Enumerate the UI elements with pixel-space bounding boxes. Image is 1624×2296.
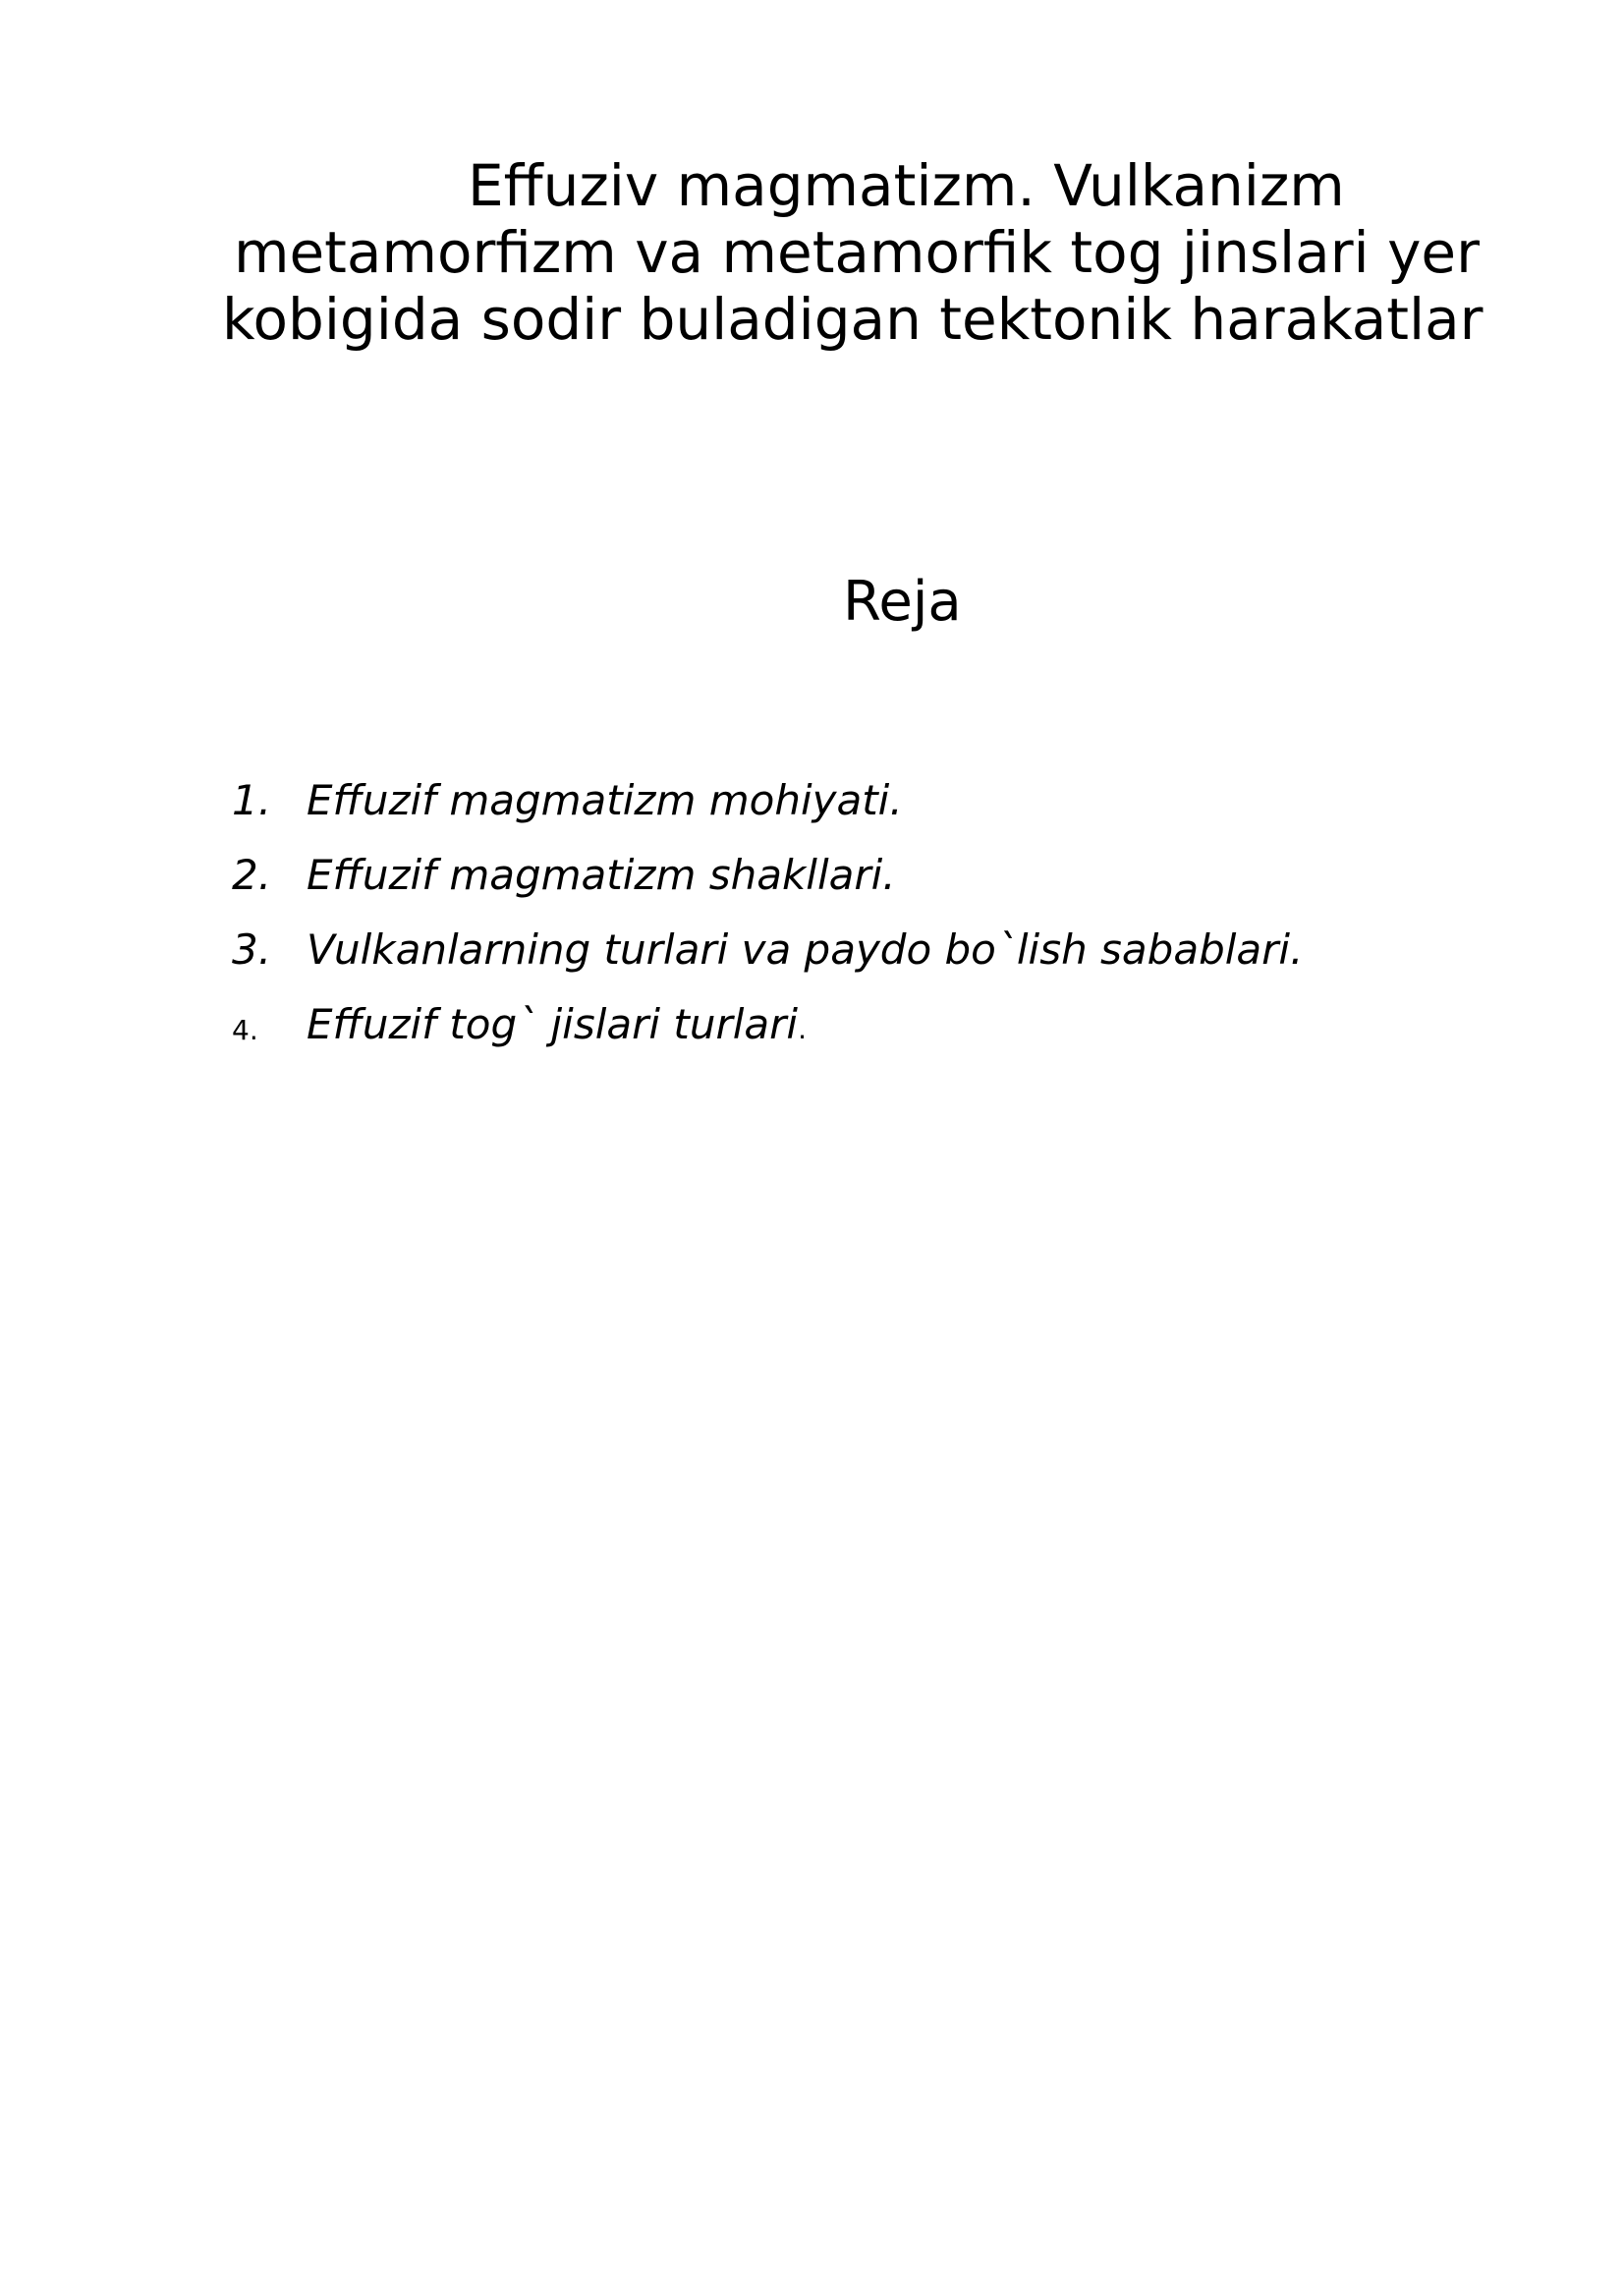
plan-item-1 xyxy=(232,772,1411,847)
plan-item-4 xyxy=(232,996,1411,1071)
plan-item-2 xyxy=(232,847,1411,922)
plan-item-3 xyxy=(232,922,1411,996)
plan-item-text-wrapper xyxy=(307,996,807,1058)
plan-item-number: 3. xyxy=(232,925,272,974)
document-title xyxy=(196,152,1493,353)
plan-item-period: . xyxy=(798,1013,808,1045)
plan-item-text: Vulkanlarning turlari va paydo bo`lish sabablari. xyxy=(307,925,1304,974)
plan-item-text: Effuzif magmatizm shakllari. xyxy=(307,851,896,899)
title-line-1: Effuziv magmatizm. Vulkanizm xyxy=(468,152,1345,219)
plan-item-number: 1. xyxy=(232,776,272,824)
plan-item-number: 4. xyxy=(232,1014,258,1046)
plan-item-number: 2. xyxy=(232,851,272,899)
title-line-2: metamorfizm va metamorfik tog jinslari yer xyxy=(234,219,1480,286)
plan-item-text: Effuzif tog` jislari turlari xyxy=(307,1000,799,1048)
plan-list xyxy=(232,772,1411,1071)
title-line-3: kobigida sodir buladigan tektonik harakatlar xyxy=(222,286,1484,353)
plan-heading: Reja xyxy=(843,570,962,634)
plan-item-text: Effuzif magmatizm mohiyati. xyxy=(307,776,903,824)
